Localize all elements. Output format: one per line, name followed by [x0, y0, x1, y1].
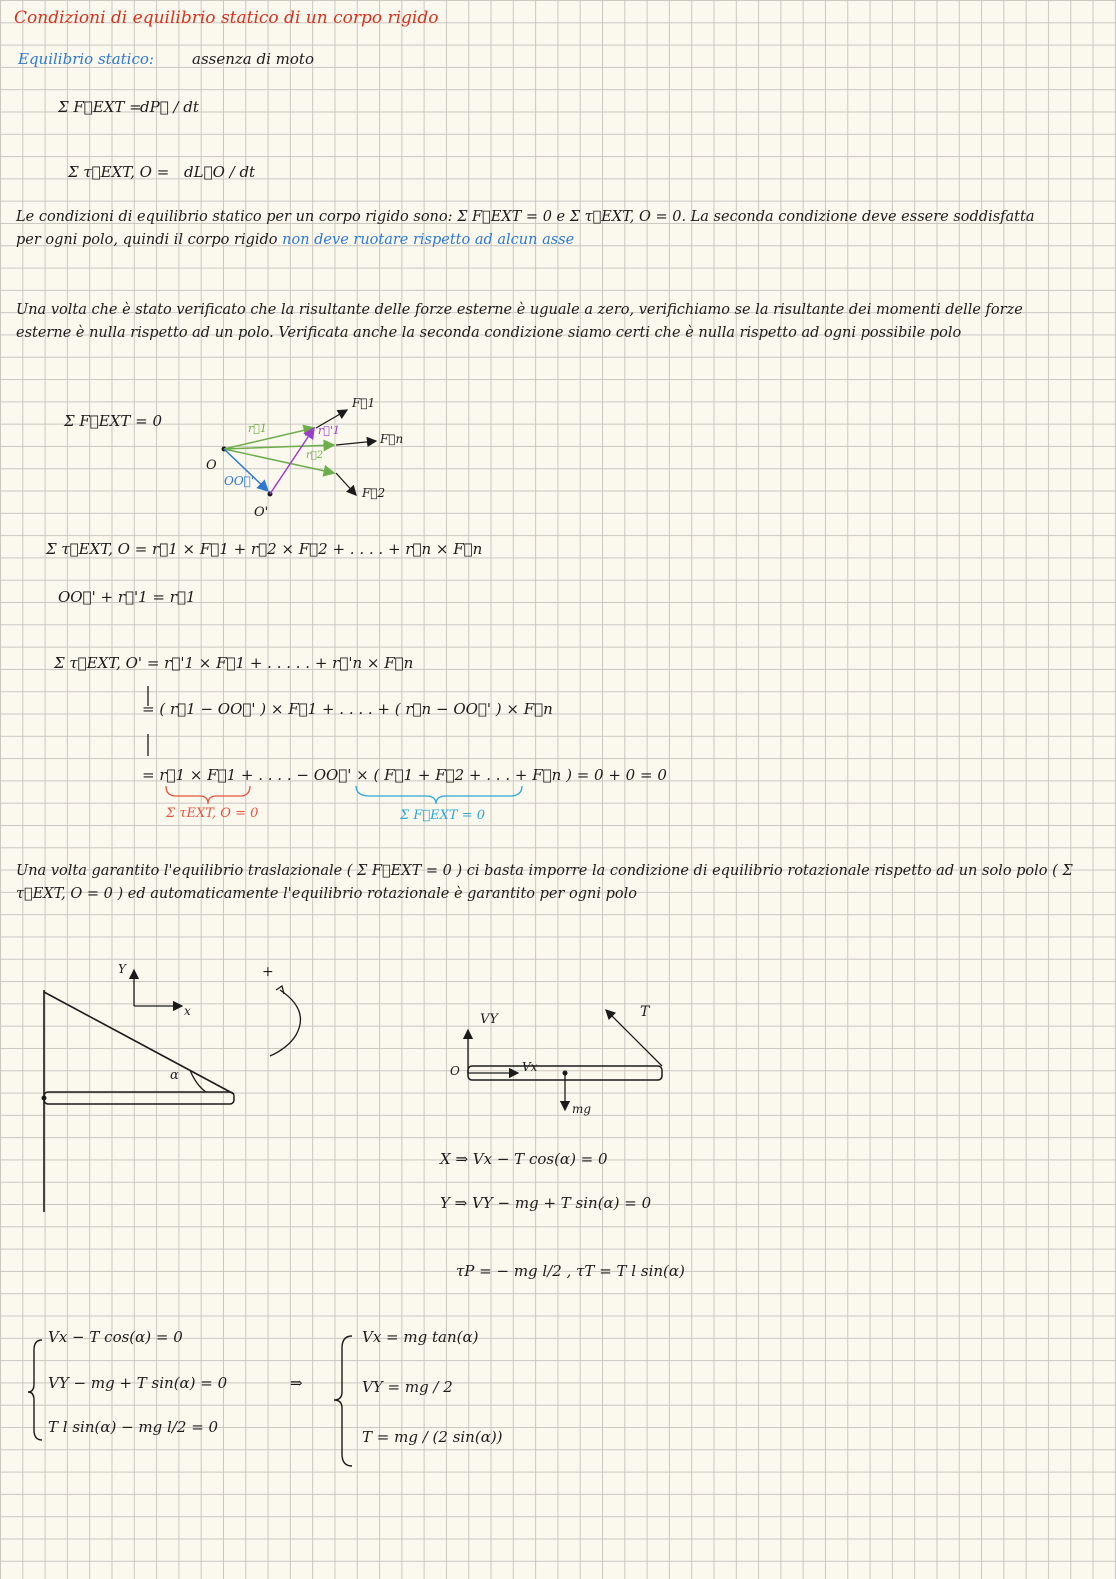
label-O: O — [206, 458, 217, 473]
paragraph-conditions-text: Le condizioni di equilibrio statico per un corpo rigido sono: Σ F⃗EXT = 0 e Σ τ⃗EXT, O = 0. La seconda condizione deve essere soddisfatta per ogni polo, quindi il corpo rigido — [16, 209, 1035, 248]
label-r1: r⃗1 — [248, 422, 267, 435]
paragraph-conditions-highlight: non deve ruotare rispetto ad alcun asse — [282, 232, 575, 248]
diagram1-condition: Σ F⃗EXT = 0 — [64, 412, 163, 430]
label-plus: + — [262, 964, 274, 980]
eq-force-rhs: dP⃗ / dt — [140, 98, 199, 116]
vector-F2 — [336, 473, 356, 495]
eq-force-lhs: Σ F⃗EXT = — [58, 98, 142, 116]
system-left-brace — [28, 1340, 42, 1440]
wall-beam-diagram — [42, 970, 301, 1212]
brace-blue — [356, 786, 522, 804]
intro-label: Equilibrio statico: — [18, 50, 154, 68]
derivation-line-5a: = r⃗1 × F⃗1 + . . . . − OO⃗' × ( — [142, 766, 380, 784]
rotation-arrow — [270, 990, 300, 1056]
derivation-line-5 — [142, 766, 667, 784]
label-Fn: F⃗n — [380, 432, 404, 446]
label-axis-y: Y — [118, 962, 126, 976]
vector-Fn — [336, 441, 376, 445]
label-O-prime: O' — [254, 505, 269, 520]
force-T — [606, 1010, 662, 1066]
label-F2: F⃗2 — [362, 486, 386, 500]
intro-text: assenza di moto — [192, 50, 314, 68]
page-title: Condizioni di equilibrio statico di un corpo rigido — [14, 8, 439, 28]
label-r1-prime: r⃗'1 — [318, 424, 340, 437]
derivation-line-5c: ) = 0 + 0 = 0 — [566, 766, 667, 784]
brace-red — [166, 786, 250, 804]
equation-y: Y ⇒ VY − mg + T sin(α) = 0 — [440, 1194, 652, 1212]
fbd-label-mg: mg — [572, 1102, 592, 1116]
paragraph-conclusion: Una volta garantito l'equilibrio traslazionale ( Σ F⃗EXT = 0 ) ci basta imporre la condizione di equilibrio rotazionale rispetto ad un solo polo ( Σ τ⃗EXT, O = 0 ) ed automaticamente l'equilibrio rotazionale è garantito per ogni polo — [16, 863, 1073, 902]
label-r2: r⃗2 — [306, 450, 324, 461]
system-left-eq-3: T l sin(α) − mg l/2 = 0 — [48, 1418, 219, 1436]
brace-blue-label: Σ F⃗EXT = 0 — [400, 808, 485, 823]
system-right-brace — [334, 1336, 352, 1466]
label-alpha: α — [170, 1068, 179, 1083]
system-right-eq-2: VY = mg / 2 — [362, 1378, 453, 1396]
brace-red-label: Σ τEXT, O = 0 — [166, 806, 259, 821]
label-OO-prime: OO⃗' — [224, 474, 255, 488]
fbd-label-Vx: Vx — [522, 1060, 538, 1074]
derivation-line-2: OO⃗' + r⃗'1 = r⃗1 — [58, 588, 196, 606]
rope — [44, 992, 234, 1094]
eq-torque-lhs: Σ τ⃗EXT, O = — [68, 163, 170, 181]
label-F1: F⃗1 — [352, 396, 376, 410]
fbd-label-Vy: VY — [480, 1012, 498, 1027]
system-left-eq-1: Vx − T cos(α) = 0 — [48, 1328, 183, 1346]
paragraph-verification: Una volta che è stato verificato che la risultante delle forze esterne è uguale a zero, verifichiamo se la risultante dei momenti delle forze esterne è nulla rispetto ad un polo. Verificata anche la seconda condizione siamo certi che è nulla rispetto ad ogni possibile polo — [16, 302, 1023, 341]
derivation-line-4: = ( r⃗1 − OO⃗' ) × F⃗1 + . . . . + ( r⃗n − OO⃗' ) × F⃗n — [142, 700, 553, 718]
equation-torques: τP = − mg l/2 , τT = T l sin(α) — [456, 1262, 685, 1280]
derivation-line-1: Σ τ⃗EXT, O = r⃗1 × F⃗1 + r⃗2 × F⃗2 + . . . . + r⃗n × F⃗n — [46, 540, 483, 558]
equation-x: X ⇒ Vx − T cos(α) = 0 — [440, 1150, 608, 1168]
system-right-eq-1: Vx = mg tan(α) — [362, 1328, 479, 1346]
beam — [44, 1092, 234, 1104]
derivation-line-5b: F⃗1 + F⃗2 + . . . + F⃗n — [384, 766, 562, 784]
derivation-line-3: Σ τ⃗EXT, O' = r⃗'1 × F⃗1 + . . . . . + r⃗'n × F⃗n — [54, 654, 414, 672]
system-right-eq-3: T = mg / (2 sin(α)) — [362, 1428, 503, 1446]
fbd-label-O: O — [450, 1064, 460, 1078]
system-arrow: ⇒ — [290, 1374, 303, 1392]
hinge — [42, 1096, 47, 1101]
label-axis-x: x — [184, 1004, 191, 1018]
fbd-label-T: T — [640, 1004, 650, 1020]
system-left-eq-2: VY − mg + T sin(α) = 0 — [48, 1374, 228, 1392]
eq-torque-rhs: dL⃗O / dt — [184, 163, 256, 181]
angle-arc — [190, 1070, 206, 1092]
